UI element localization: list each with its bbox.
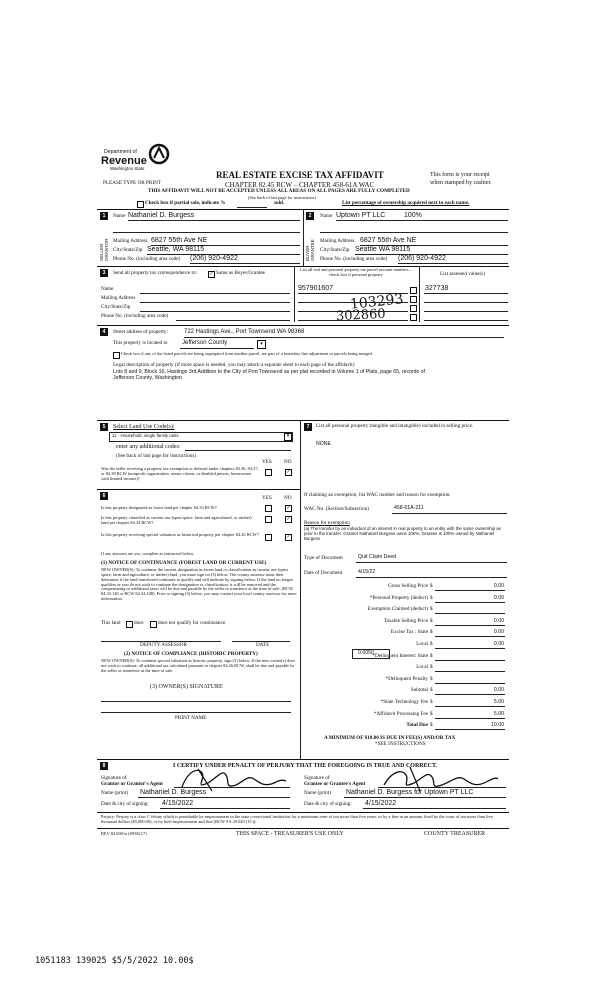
tax-row-label: *Delinquent Interest: State — [372, 652, 428, 659]
tax-row-value[interactable]: 0.00 — [493, 629, 504, 636]
receipt-note-1: This form is your receipt — [430, 172, 490, 178]
reason-label: Reason for exemption — [304, 520, 350, 526]
does-label: does — [134, 620, 144, 626]
form-chapter: CHAPTER 82.45 RCW – CHAPTER 458-61A WAC — [225, 181, 375, 189]
please-type: PLEASE TYPE OR PRINT — [103, 180, 161, 186]
dollar-sign: $ — [430, 594, 433, 601]
land-use-see-back: (See back of last page for instructions) — [116, 453, 197, 459]
personal-property-checkbox-2[interactable] — [410, 296, 417, 303]
local-rate-box[interactable] — [352, 649, 390, 659]
grantee-signature-label-2: Grantee or Grantee's Agent — [304, 781, 366, 787]
additional-codes-label: enter any additional codes: — [116, 444, 181, 450]
grantor-signature-label-1: Signature of — [101, 775, 127, 781]
county-value[interactable]: Jefferson County — [182, 340, 228, 346]
deputy-date-label: DATE — [256, 642, 270, 648]
tax-row-line — [435, 660, 505, 661]
treasurer-space-label: THIS SPACE - TREASURER'S USE ONLY — [236, 831, 344, 837]
historic-no-checkbox[interactable]: ✓ — [286, 535, 291, 540]
buyer-mailing[interactable]: 6827 55th Ave NE — [360, 237, 417, 244]
local-rate: 0.0050 — [358, 650, 374, 656]
dollar-sign: $ — [430, 699, 433, 705]
corr-mailing-label: Mailing Address — [101, 295, 136, 301]
dollar-sign: $ — [430, 652, 433, 659]
buyer-city[interactable]: Seattle WA 98115 — [355, 246, 411, 253]
tax-row-label: *Delinquent Penalty — [385, 675, 428, 682]
sec6-no-header: NO — [284, 495, 292, 501]
tax-row-label: Local — [416, 641, 428, 647]
revenue-emblem-icon — [147, 143, 171, 165]
legal-description-label: Legal description of property (if more space is needed, you may attach a separate sheet to each page of the affidavit) — [113, 362, 355, 368]
perjury-notice: Perjury: Perjury is a class C felony which is punishable by imprisonment in the state correctional institution for a maximum term of not more than five years, or by a fine in an amount fixed by the court of not more than five thousand dollars ($5,000.00), or by both imprisonment and fine (RCW 9A.20.020 (1C)). — [101, 814, 493, 824]
dollar-sign: $ — [430, 687, 433, 694]
historic-yes-checkbox[interactable] — [265, 534, 272, 541]
print-name-label: PRINT NAME — [175, 715, 207, 721]
exemption-no-checkbox[interactable]: ✓ — [286, 470, 291, 475]
certify-statement: I CERTIFY UNDER PENALTY OF PERJURY THAT THE FOREGOING IS TRUE AND CORRECT. — [173, 763, 438, 769]
historic-question: Is this property receiving special valuation as historical property per chapter 84.26 RCW? — [101, 532, 259, 537]
tax-row-line — [435, 625, 505, 626]
this-land-label: This land — [101, 620, 121, 626]
corr-city-label: City/State/Zip — [101, 304, 131, 310]
dollar-sign: $ — [430, 664, 433, 671]
tax-row-label: Total Due — [406, 722, 428, 729]
reason-value[interactable]: (a) The transfer by an individual of an interest in real property to an entity with the same ownership as prior to the transfer. Grantor Nathaniel Burgess owns 100%; Grantee is 100% owned by Nathaniel Burgess — [304, 526, 501, 541]
buyer-mailing-label: Mailing Address — [320, 238, 355, 244]
same-as-buyer-label: Same as Buyer/Grantee — [216, 270, 265, 276]
corr-phone-label: Phone No. (including area code) — [101, 313, 169, 319]
forest-land-question: Is this property designated as forest land per chapter 84.33 RCW? — [101, 505, 217, 510]
forest-no-checkbox[interactable]: ✓ — [286, 506, 291, 511]
dollar-sign: $ — [430, 675, 433, 682]
dept-line-2: Revenue — [101, 155, 147, 167]
buyer-name[interactable]: Uptown PT LLC — [336, 212, 386, 219]
personal-property-value[interactable]: NONE — [316, 441, 331, 447]
buyer-phone[interactable]: (206) 920-4922 — [398, 255, 446, 262]
document-date-value[interactable]: 4/15/22 — [358, 569, 376, 575]
tax-row-line — [435, 718, 505, 719]
see-back-instructions: (See back of last page for instructions) — [248, 195, 316, 200]
tax-row-line — [435, 648, 505, 649]
dollar-sign: $ — [430, 710, 433, 717]
form-title: REAL ESTATE EXCISE TAX AFFIDAVIT — [216, 170, 384, 180]
notice-1-body: NEW OWNER(S): To continue the current designation as forest land or classification as current use (open space, farm and agriculture, or timber) land, you must sign on (3) below. The county assessor must then determine if the land transferred continues to qualify and will indicate by signing below. If the land no longer qualifies or you do not wish to continue the designation or classification, it will be removed and the compensating or additional taxes will be due and payable by the seller or transferor at the time of sale. (RCW 84.33.140 or RCW 84.34.108). Prior to signing (3) below, you may contact your local county assessor for more information. — [101, 567, 297, 602]
tax-row-line — [435, 729, 505, 730]
dollar-sign: $ — [430, 617, 433, 624]
list-percentage-note: List percentage of ownership acquired next to each name. — [342, 200, 470, 206]
personal-property-checkbox-4[interactable] — [410, 314, 417, 321]
seller-name-label: Name — [113, 213, 126, 219]
partial-sale-label: Check box if partial sale, indicate % — [145, 200, 226, 206]
street-label: Street address of property: — [113, 329, 168, 335]
current-use-no-checkbox[interactable]: ✓ — [286, 517, 291, 522]
land-use-selected: 11 - Household, single family units — [112, 433, 179, 438]
send-correspondence-label: Send all property tax correspondence to: — [113, 270, 197, 276]
sec6-yes-header: YES — [262, 495, 272, 501]
notice-2-body: NEW OWNER(S): To continue special valuation as historic property, sign (3) below. If the new owner(s) does not wish to continue, all additional tax calculated pursuant to chapter 84.26 RCW, shall be due and payable by the seller or transferor at the time of sale. — [101, 658, 296, 673]
tax-row-label: Local — [416, 664, 428, 671]
receipt-note-2: when stamped by cashier. — [430, 180, 492, 186]
tax-row-line — [435, 706, 505, 707]
buyer-phone-label: Phone No. (including area code) — [320, 256, 388, 262]
county-dropdown[interactable]: ▾ — [257, 340, 266, 349]
owner-signature-label: (3) OWNER(S) SIGNATURE — [150, 684, 223, 690]
tax-row-line — [435, 636, 505, 637]
partial-sale-checkbox[interactable] — [137, 201, 144, 208]
tax-row-label: *State Technology Fee — [380, 699, 428, 705]
grantor-name-print-label: Name (print) — [101, 790, 128, 796]
tax-row-label: Gross Selling Price — [387, 583, 428, 589]
handwritten-number-1: 103293 — [349, 291, 405, 313]
tax-row-line — [435, 694, 505, 695]
seller-name[interactable]: Nathaniel D. Burgess — [128, 212, 195, 219]
sold-label: sold. — [274, 200, 285, 206]
assessed-header: List assessed value(s) — [440, 271, 485, 277]
handwritten-number-2: 302860 — [335, 306, 386, 325]
forest-yes-checkbox[interactable] — [265, 505, 272, 512]
segregated-parcel-label: Check box if any of the listed parcels are being segregated from another parcel, are part of a boundary line adjustment or parcels being merged. — [121, 351, 373, 356]
section-4-number: 4 — [100, 328, 108, 336]
tax-row-label: Taxable Selling Price — [383, 617, 428, 624]
buyer-city-label: City/State/Zip — [320, 247, 350, 253]
tax-row-label: Exemption Claimed (deduct) — [367, 606, 428, 613]
assessed-value-1[interactable]: 327738 — [425, 285, 449, 292]
notice-2-title: (2) NOTICE OF COMPLIANCE (HISTORIC PROPERTY) — [124, 651, 258, 657]
wac-number-label: WAC No. (Section/Subsection) — [304, 506, 369, 512]
tax-row-label: Excise Tax : State — [390, 629, 428, 636]
exemption-yes-checkbox[interactable] — [265, 469, 272, 476]
grantor-signature-label-2: Grantor or Grantor's Agent — [101, 781, 163, 787]
segregated-parcel-checkbox[interactable] — [113, 352, 120, 359]
dollar-sign: $ — [430, 606, 433, 613]
grantee-date-label: Date & city of signing: — [304, 801, 352, 807]
land-use-label: Select Land Use Code(s): — [113, 424, 175, 430]
tax-row-value[interactable]: 0.00 — [493, 687, 504, 694]
tax-row-value[interactable]: 0.00 — [493, 641, 504, 647]
exemption-question: Was the seller receiving a property tax exemption or deferral under chapters 84.36, 84.37, or 84.38 RCW (nonprofit organization, senior citizen, or disabled person, homeowner with limited income)? — [101, 466, 259, 481]
legal-description-line-2[interactable]: Jefferson County, Washington — [113, 375, 182, 381]
seller-phone-label: Phone No. (including area code) — [113, 256, 181, 262]
personal-property-checkbox-1[interactable] — [410, 287, 417, 294]
section-5-number: 5 — [100, 423, 108, 431]
located-in-label: This property is located in — [113, 340, 168, 346]
tax-row-line — [435, 590, 505, 591]
tax-row-line — [435, 602, 505, 603]
parcel-header: List all real and personal property tax parcel account numbers – check box if personal property — [300, 267, 412, 277]
street-address[interactable]: 722 Hastings Ave., Port Townsend WA 98368 — [184, 329, 305, 335]
recording-stamp: 1051183 139025 $5/5/2022 10.00$ — [35, 956, 194, 966]
seller-city-label: City/State/Zip — [113, 247, 143, 253]
tax-row-label: *Affidavit Processing Fee — [373, 710, 428, 717]
does-not-qualify-checkbox[interactable] — [150, 621, 157, 628]
does-qualify-checkbox[interactable] — [126, 621, 133, 628]
section-6-number: 6 — [100, 492, 108, 500]
grantee-signature-label-1: Signature of — [304, 775, 330, 781]
dollar-sign: $ — [430, 629, 433, 636]
document-type-label: Type of Document — [304, 555, 343, 561]
notice-1-title: (1) NOTICE OF CONTINUANCE (FOREST LAND OR CURRENT USE) — [101, 560, 267, 566]
legal-description-line-1[interactable]: Lots 8 and 9, Block 16, Hastings 3rd Addition to the City of Port Townsend as per plat recorded in Volume 1 of Plats, page 65, records of — [113, 369, 425, 375]
section-7-number: 7 — [304, 423, 312, 431]
buyer-name-label: Name — [320, 213, 333, 219]
land-use-select[interactable] — [109, 432, 293, 442]
section-2-number: 2 — [306, 212, 314, 220]
grantee-date[interactable]: 4/15/2022 — [365, 800, 397, 807]
tax-row-value[interactable]: 0.00 — [493, 617, 504, 624]
current-use-question: Is this property classified as current use (open space, farm and agricultural, or timber) land per chapter 84.34 RCW? — [101, 515, 252, 525]
document-date-label: Date of Document — [304, 570, 343, 576]
grantee-name-print-label: Name (print) — [304, 790, 331, 796]
corr-name-label: Name — [101, 286, 114, 292]
section-1-number: 1 — [100, 212, 108, 220]
seller-phone[interactable]: (206) 920-4922 — [190, 255, 238, 262]
land-use-no-header: NO — [284, 459, 292, 465]
seller-city[interactable]: Seattle, WA 98115 — [147, 246, 205, 253]
current-use-yes-checkbox[interactable] — [265, 516, 272, 523]
grantor-date[interactable]: 4/15/2022 — [162, 800, 194, 807]
section-3-number: 3 — [100, 269, 108, 277]
tax-row-value[interactable]: 0.00 — [493, 583, 504, 589]
does-not-label: does not qualify for continuance. — [158, 620, 227, 626]
dept-line-3: Washington State — [110, 166, 145, 171]
tax-row-line — [435, 671, 505, 672]
dollar-sign: $ — [430, 641, 433, 647]
tax-row-line — [435, 613, 505, 614]
dollar-sign: $ — [430, 722, 433, 729]
buyer-percentage[interactable]: 100% — [404, 212, 422, 219]
dept-line-1: Department of — [104, 149, 137, 155]
land-use-dropdown-icon: ▾ — [284, 433, 292, 441]
seller-mailing-label: Mailing Address — [113, 238, 148, 244]
tax-row-label: *Personal Property (deduct) — [369, 594, 428, 601]
if-yes-note: If any answers are yes, complete as instructed below. — [101, 551, 195, 556]
buyer-side-label: BUYER GRANTEE — [305, 239, 315, 261]
same-as-buyer-checkbox[interactable]: ✓ — [209, 272, 214, 277]
seller-mailing[interactable]: 6827 55th Ave NE — [151, 237, 208, 244]
wac-number-value[interactable]: 458-61A-211 — [394, 505, 424, 511]
tax-row-value[interactable]: 5.00 — [493, 710, 504, 717]
rev-number: REV 84 0001a (09/06/17) — [101, 831, 147, 836]
deputy-assessor-label: DEPUTY ASSESSOR — [140, 642, 187, 648]
county-treasurer-label: COUNTY TREASURER — [424, 831, 486, 837]
see-instructions-note: *SEE INSTRUCTIONS — [375, 741, 426, 747]
document-type-value[interactable]: Quit Claim Deed — [358, 554, 397, 560]
dollar-sign: $ — [430, 583, 433, 589]
not-accepted-notice: THIS AFFIDAVIT WILL NOT BE ACCEPTED UNLESS ALL AREAS ON ALL PAGES ARE FULLY COMPLETED — [148, 188, 410, 194]
grantor-name-print[interactable]: Nathaniel D. Burgess — [140, 789, 207, 796]
tax-row-value[interactable]: 5.00 — [493, 699, 504, 705]
section-8-number: 8 — [100, 762, 108, 770]
tax-row-value[interactable]: 0.00 — [493, 594, 504, 601]
grantor-date-label: Date & city of signing: — [101, 801, 149, 807]
minimum-due-note: A MINIMUM OF $10.00 IS DUE IN FEE(S) AND/OR TAX — [324, 735, 456, 741]
tax-row-value[interactable]: 10.00 — [491, 722, 504, 729]
land-use-yes-header: YES — [262, 459, 272, 465]
grantee-name-print[interactable]: Nathaniel D. Burgess for Uptown PT LLC — [346, 789, 474, 796]
exemption-claim-label: If claiming an exemption, list WAC number and reason for exemption: — [304, 492, 451, 498]
personal-property-label: List all personal property (tangible and intangible) included in selling price. — [316, 423, 474, 429]
personal-property-checkbox-3[interactable] — [410, 305, 417, 312]
tax-row-label: Subtotal — [410, 687, 428, 694]
parcel-number-1[interactable]: 957901607 — [298, 285, 334, 292]
seller-side-label: SELLER GRANTOR — [99, 238, 109, 261]
tax-row-line — [435, 683, 505, 684]
